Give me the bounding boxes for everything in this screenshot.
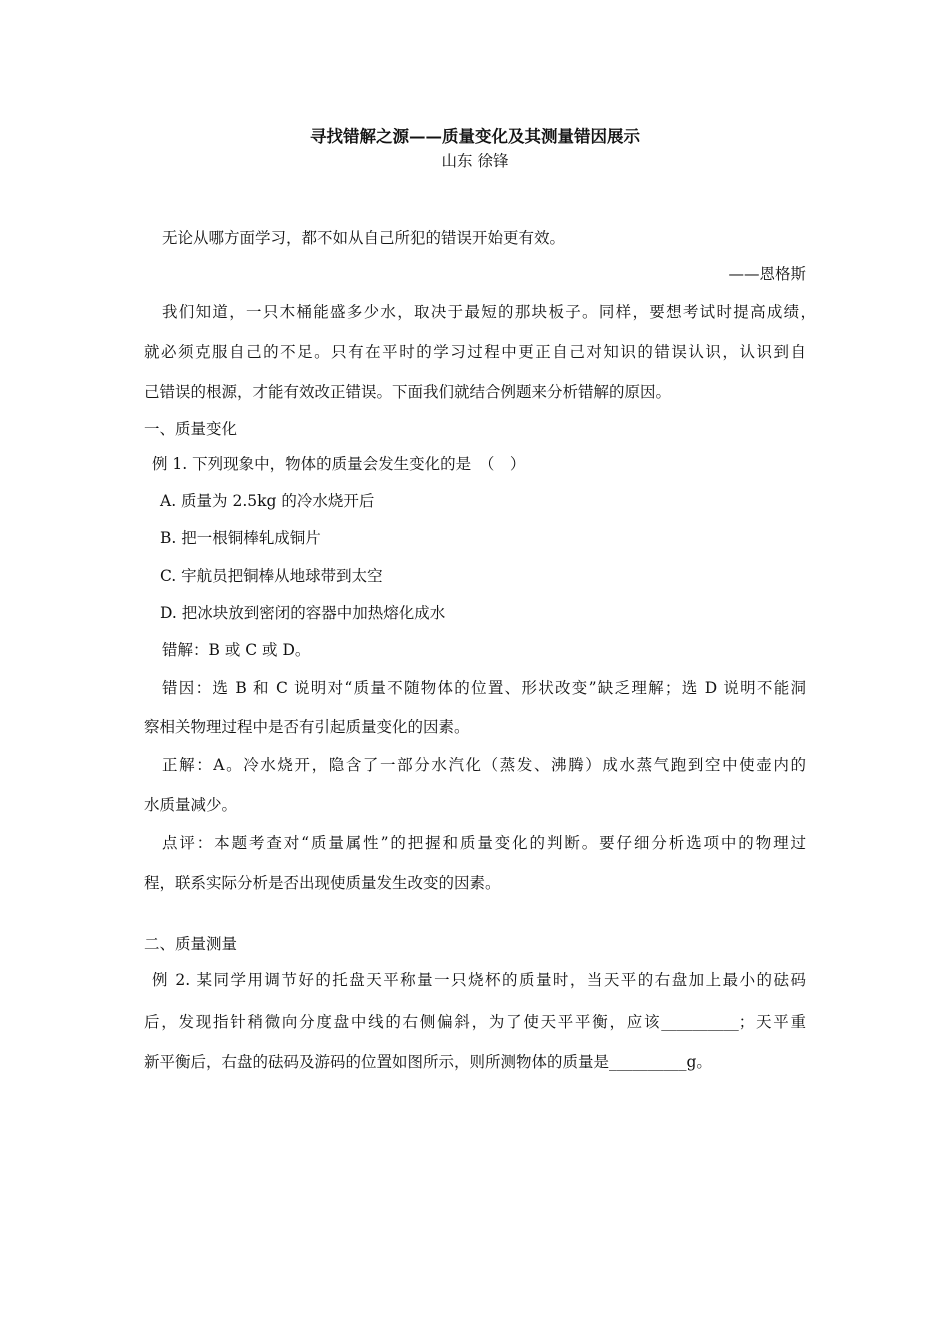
epigraph-quote: 无论从哪方面学习，都不如从自己所犯的错误开始更有效。 [162, 229, 566, 247]
option-d: D. 把冰块放到密闭的容器中加热熔化成水 [160, 604, 446, 622]
intro-line-1: 我们知道，一只木桶能盛多少水，取决于最短的那块板子。同样，要想考试时提高成绩， [162, 303, 816, 321]
comment-line-1: 点评：本题考查对“质量属性”的把握和质量变化的判断。要仔细分析选项中的物理过 [162, 834, 806, 852]
option-a: A. 质量为 2.5kg 的冷水烧开后 [160, 492, 375, 510]
correct-answer-line-1: 正解：A。冷水烧开，隐含了一部分水汽化（蒸发、沸腾）成水蒸气跑到空中使壶内的 [162, 756, 806, 774]
epigraph-source: ——恩格斯 [728, 265, 806, 283]
correct-answer-line-2: 水质量减少。 [144, 796, 238, 814]
section2-heading: 二、质量测量 [144, 935, 238, 953]
author-line: 山东 徐锋 [441, 152, 509, 170]
wrong-cause-line-1: 错因：选 B 和 C 说明对“质量不随物体的位置、形状改变”缺乏理解；选 D 说明不能洞 [162, 679, 806, 697]
example2-line-1: 例 2. 某同学用调节好的托盘天平称量一只烧杯的质量时，当天平的右盘加上最小的砝码 [152, 971, 806, 989]
section1-heading: 一、质量变化 [144, 420, 238, 438]
example2-line-2: 后，发现指针稍微向分度盘中线的右侧偏斜，为了使天平平衡，应该__________；天平重 [144, 1013, 806, 1031]
example1-question: 例 1. 下列现象中，物体的质量会发生变化的是 （ ） [152, 455, 526, 473]
wrong-answer: 错解：B 或 C 或 D。 [162, 641, 311, 659]
option-b: B. 把一根铜棒轧成铜片 [160, 529, 321, 547]
example2-line-3: 新平衡后，右盘的砝码及游码的位置如图所示，则所测物体的质量是__________g。 [144, 1053, 712, 1071]
document-title: 寻找错解之源——质量变化及其测量错因展示 [310, 127, 640, 146]
comment-line-2: 程，联系实际分析是否出现使质量发生改变的因素。 [144, 874, 501, 892]
option-c: C. 宇航员把铜棒从地球带到太空 [160, 567, 383, 585]
intro-line-3: 己错误的根源，才能有效改正错误。下面我们就结合例题来分析错解的原因。 [144, 383, 672, 401]
intro-line-2: 就必须克服自己的不足。只有在平时的学习过程中更正自己对知识的错误认识，认识到自 [144, 343, 806, 361]
wrong-cause-line-2: 察相关物理过程中是否有引起质量变化的因素。 [144, 718, 470, 736]
